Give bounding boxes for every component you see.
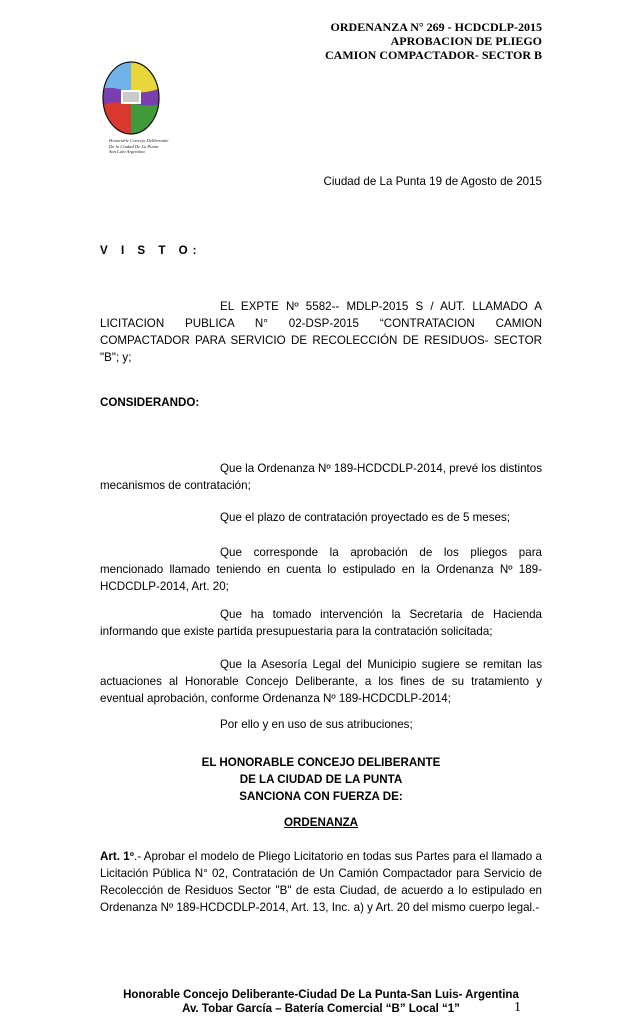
considerando-paragraph-4: Que ha tomado intervención la Secretaria de Hacienda informando que existe partida presupuestaria para la contratación solicitada; (100, 608, 542, 638)
sanction-line-1: EL HONORABLE CONCEJO DELIBERANTE (201, 756, 441, 769)
article-1 (100, 848, 542, 916)
document-date: Ciudad de La Punta 19 de Agosto de 2015 (323, 175, 542, 188)
ordenanza-title: ORDENANZA (283, 816, 359, 829)
considerando-paragraph-2: Que el plazo de contratación proyectado es de 5 meses; (220, 511, 511, 524)
visto-heading: V I S T O: (100, 244, 202, 257)
considerando-paragraph-5: Que la Asesoría Legal del Municipio sugiere se remitan las actuaciones al Honorable Concejo Deliberante, a los fines de su tratamiento y eventual aprobación, conforme Ordenanza Nº 189-HCDCDLP-2014; (100, 658, 542, 705)
logo-caption: Honorable Concejo Deliberante De la Ciudad De La Punta San Luis-Argentina (109, 138, 169, 155)
sanction-block (100, 754, 542, 805)
sanction-line-3: SANCIONA CON FUERZA DE: (239, 790, 403, 803)
article-1-label: Art. 1º (100, 850, 134, 863)
considerando-paragraph-6: Por ello y en uso de sus atribuciones; (220, 718, 413, 731)
considerando-paragraph-1: Que la Ordenanza Nº 189-HCDCDLP-2014, prevé los distintos mecanismos de contratación; (100, 462, 542, 492)
document-header (325, 20, 542, 62)
article-1-text: .- Aprobar el modelo de Pliego Licitatorio en todas sus Partes para el llamado a Licitación Pública N° 02, Contratación de Un Camión Compactador para Servicio de Recolección de Residuos Sector "B" de esta Ciudad, de acuerdo a lo estipulado en Ordenanza Nº 189-HCDCDLP-2014, Art. 13, Inc. a) y Art. 20 del mismo cuerpo legal.- (100, 850, 542, 914)
considerando-heading: CONSIDERANDO: (100, 396, 200, 409)
header-subject: APROBACION DE PLIEGO (390, 34, 542, 48)
footer-line-1: Honorable Concejo Deliberante-Ciudad De La Punta-San Luis- Argentina (123, 989, 519, 1001)
header-sector: CAMION COMPACTADOR- SECTOR B (324, 48, 542, 62)
sanction-line-2: DE LA CIUDAD DE LA PUNTA (239, 773, 403, 786)
footer-line-2: Av. Tobar García – Batería Comercial “B” Local “1” (182, 1003, 460, 1015)
document-footer (100, 988, 542, 1016)
council-logo (95, 60, 205, 155)
considerando-paragraph-3: Que corresponde la aprobación de los pliegos para mencionado llamado teniendo en cuenta lo estipulado en la Ordenanza Nº 189-HCDCDLP-2014, Art. 20; (100, 546, 542, 593)
visto-paragraph: EL EXPTE Nº 5582-- MDLP-2015 S / AUT. LLAMADO A LICITACION PUBLICA N° 02-DSP-2015 “CONTRATACION CAMION COMPACTADOR PARA SERVICIO DE RECOLECCIÓN DE RESIDUOS- SECTOR "B"; y; (100, 300, 542, 364)
page-number: 1 (514, 1000, 521, 1015)
council-seal-icon (101, 60, 161, 136)
header-ordinance-number: ORDENANZA N° 269 - HCDCDLP-2015 (330, 20, 542, 34)
